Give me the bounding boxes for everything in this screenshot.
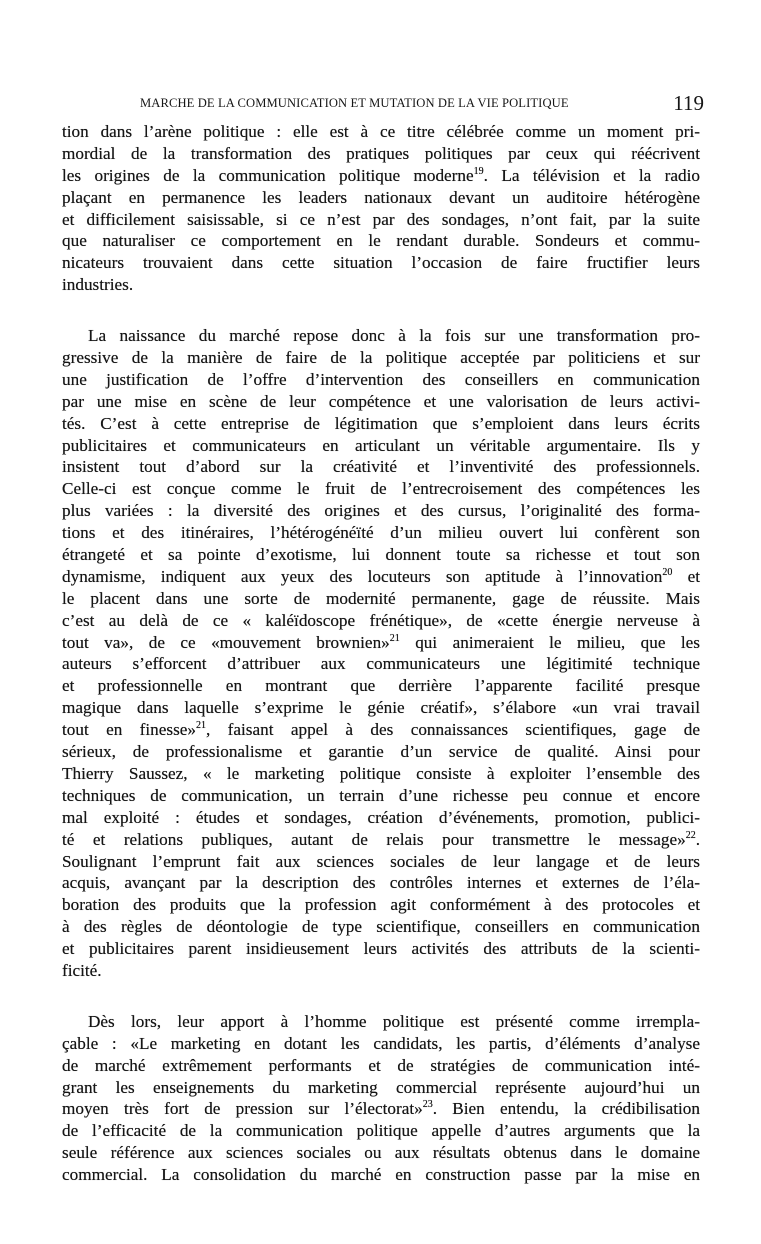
line-text: une justification de l’offre d’intervention des conseillers en communication bbox=[62, 369, 700, 389]
text-line bbox=[62, 872, 700, 894]
line-text: par une mise en scène de leur compétence et une valorisation de leurs activi- bbox=[62, 391, 700, 411]
line-text: tés. C’est à cette entreprise de légitimation que s’emploient dans leurs écrits bbox=[62, 413, 700, 433]
line-text: et publicitaires parent insidieusement leurs activités des attributs de la scienti- bbox=[62, 939, 700, 959]
line-text: çable : «Le marketing en dotant les candidats, les partis, d’éléments d’analyse bbox=[62, 1033, 700, 1053]
line-text: à des règles de déontologie de type scientifique, conseillers en communication bbox=[62, 917, 700, 937]
line-text: étrangeté et sa pointe d’exotisme, lui donnent toute sa richesse et tout son bbox=[62, 545, 700, 565]
running-title: MARCHE DE LA COMMUNICATION ET MUTATION DE LA VIE POLITIQUE bbox=[140, 96, 569, 110]
text-line bbox=[62, 1120, 700, 1142]
line-text: dynamisme, indiquent aux yeux des locuteurs son aptitude à l’innovation bbox=[62, 566, 663, 586]
line-text: insistent tout d’abord sur la créativité et l’inventivité des professionnels. bbox=[62, 457, 700, 477]
text-line bbox=[62, 916, 700, 938]
text-line bbox=[62, 653, 700, 675]
text-line bbox=[62, 435, 700, 457]
footnote-reference: 21 bbox=[389, 632, 400, 644]
text-line bbox=[62, 544, 700, 566]
line-text: le placent dans une sorte de modernité permanente, gage de réussite. Mais bbox=[62, 588, 700, 608]
text-line bbox=[62, 1055, 700, 1077]
line-text: . Bien entendu, la crédibilisation bbox=[432, 1099, 700, 1119]
line-text: Thierry Saussez, « le marketing politique consiste à exploiter l’ensemble des bbox=[62, 763, 700, 783]
text-line bbox=[62, 632, 700, 654]
line-text: et difficilement saisissable, si ce n’est par des sondages, n’ont fait, par la suite bbox=[62, 209, 700, 229]
line-text: sérieux, de professionalisme et garantie d’un service de qualité. Ainsi pour bbox=[62, 742, 700, 762]
body-text bbox=[62, 121, 700, 1186]
paragraph bbox=[62, 325, 700, 982]
line-text: industries. bbox=[62, 275, 134, 295]
line-text: tions et des itinéraires, l’hétérogénéïté d’un milieu ouvert lui confèrent son bbox=[62, 523, 700, 543]
line-text: mal exploité : études et sondages, création d’événements, promotion, publici- bbox=[62, 807, 700, 827]
line-text: de marché extrêmement performants et de stratégies de communication inté- bbox=[62, 1055, 700, 1075]
page-number: 119 bbox=[673, 91, 704, 115]
text-line bbox=[62, 252, 700, 274]
text-line bbox=[62, 588, 700, 610]
line-text: tout en finesse» bbox=[62, 720, 197, 740]
text-line bbox=[62, 143, 700, 165]
line-text: . bbox=[695, 829, 700, 849]
line-text: Dès lors, leur apport à l’homme politique est présenté comme irrempla- bbox=[88, 1011, 700, 1031]
line-text: commercial. La consolidation du marché en construction passe par la mise en bbox=[62, 1165, 700, 1185]
line-text: auteurs s’efforcent d’attribuer aux communicateurs une légitimité technique bbox=[62, 654, 700, 674]
text-line bbox=[62, 610, 700, 632]
line-text: té et relations publiques, autant de relais pour transmettre le message» bbox=[62, 829, 686, 849]
paragraph bbox=[62, 121, 700, 296]
line-text: boration des produits que la profession agit conformément à des protocoles et bbox=[62, 895, 700, 915]
text-line bbox=[62, 165, 700, 187]
text-line bbox=[62, 230, 700, 252]
line-text: mordial de la transformation des pratiques politiques par ceux qui réécrivent bbox=[62, 143, 700, 163]
text-line bbox=[62, 566, 700, 588]
text-line bbox=[62, 829, 700, 851]
line-text: Soulignant l’emprunt fait aux sciences sociales de leur langage et de leurs bbox=[62, 851, 700, 871]
text-line bbox=[62, 456, 700, 478]
line-text: tout va», de ce «mouvement brownien» bbox=[62, 632, 390, 652]
text-line bbox=[62, 1164, 700, 1186]
line-text: techniques de communication, un terrain d’une richesse peu connue et encore bbox=[62, 785, 700, 805]
text-line bbox=[62, 1142, 700, 1164]
text-line bbox=[62, 121, 700, 143]
text-line bbox=[62, 675, 700, 697]
text-line bbox=[62, 785, 700, 807]
text-line bbox=[62, 763, 700, 785]
line-text: gressive de la manière de faire de la politique acceptée par politiciens et sur bbox=[62, 348, 700, 368]
line-text: grant les enseignements du marketing commercial représente aujourd’hui un bbox=[62, 1077, 700, 1097]
text-line bbox=[62, 522, 700, 544]
text-line bbox=[62, 325, 700, 347]
text-line bbox=[62, 719, 700, 741]
line-text: c’est au delà de ce « kaléïdoscope frénétique», de «cette énergie nerveuse à bbox=[62, 610, 700, 630]
line-text: nicateurs trouvaient dans cette situation l’occasion de faire fructifier leurs bbox=[62, 253, 700, 273]
line-text: . La télévision et la radio bbox=[483, 165, 700, 185]
text-line bbox=[62, 1098, 700, 1120]
line-text: La naissance du marché repose donc à la fois sur une transformation pro- bbox=[88, 326, 700, 346]
text-line bbox=[62, 391, 700, 413]
line-text: moyen très fort de pression sur l’électorat» bbox=[62, 1099, 423, 1119]
line-text: ficité. bbox=[62, 960, 102, 980]
text-line bbox=[62, 1011, 700, 1033]
line-text: qui animeraient le milieu, que les bbox=[399, 632, 700, 652]
text-line bbox=[62, 209, 700, 231]
line-text: et bbox=[672, 566, 701, 586]
text-line bbox=[62, 1077, 700, 1099]
paragraph-gap bbox=[62, 296, 700, 325]
line-text: Celle-ci est conçue comme le fruit de l’entrecroisement des compétences les bbox=[62, 479, 700, 499]
paragraph bbox=[62, 1011, 700, 1186]
line-text: tion dans l’arène politique : elle est à ce titre célébrée comme un moment pri- bbox=[62, 122, 700, 141]
paragraph-gap bbox=[62, 982, 700, 1011]
footnote-reference: 21 bbox=[196, 720, 207, 732]
text-line bbox=[62, 938, 700, 960]
text-line bbox=[62, 413, 700, 435]
line-text: que naturaliser ce comportement en le rendant durable. Sondeurs et commu- bbox=[62, 231, 700, 251]
text-line bbox=[62, 1033, 700, 1055]
line-text: magique dans laquelle s’exprime le génie créatif», s’élabore «un vrai travail bbox=[62, 698, 700, 718]
line-text: plaçant en permanence les leaders nationaux devant un auditoire hétérogène bbox=[62, 187, 700, 207]
text-line bbox=[62, 500, 700, 522]
line-text: acquis, avançant par la description des contrôles internes et externes de l’éla- bbox=[62, 873, 700, 893]
text-line bbox=[62, 894, 700, 916]
text-line bbox=[62, 807, 700, 829]
footnote-reference: 22 bbox=[685, 829, 696, 841]
page-header bbox=[62, 92, 704, 116]
line-text: et professionnelle en montrant que derrière l’apparente facilité presque bbox=[62, 676, 700, 696]
text-line bbox=[62, 274, 700, 296]
line-text: seule référence aux sciences sociales ou aux résultats obtenus dans le domaine bbox=[62, 1143, 700, 1163]
line-text: , faisant appel à des connaissances scientifiques, gage de bbox=[206, 720, 700, 740]
line-text: de l’efficacité de la communication politique appelle d’autres arguments que la bbox=[62, 1121, 700, 1141]
text-line bbox=[62, 960, 700, 982]
line-text: publicitaires et communicateurs en articulant un véritable argumentaire. Ils y bbox=[62, 435, 700, 455]
text-line bbox=[62, 347, 700, 369]
line-text: plus variées : la diversité des origines et des cursus, l’originalité des forma- bbox=[62, 501, 700, 521]
text-line bbox=[62, 187, 700, 209]
text-line bbox=[62, 851, 700, 873]
footnote-reference: 19 bbox=[473, 165, 484, 177]
text-line bbox=[62, 741, 700, 763]
footnote-reference: 23 bbox=[422, 1099, 433, 1111]
text-line bbox=[62, 697, 700, 719]
text-line bbox=[62, 369, 700, 391]
footnote-reference: 20 bbox=[662, 566, 673, 578]
text-line bbox=[62, 478, 700, 500]
line-text: les origines de la communication politique moderne bbox=[62, 165, 474, 185]
